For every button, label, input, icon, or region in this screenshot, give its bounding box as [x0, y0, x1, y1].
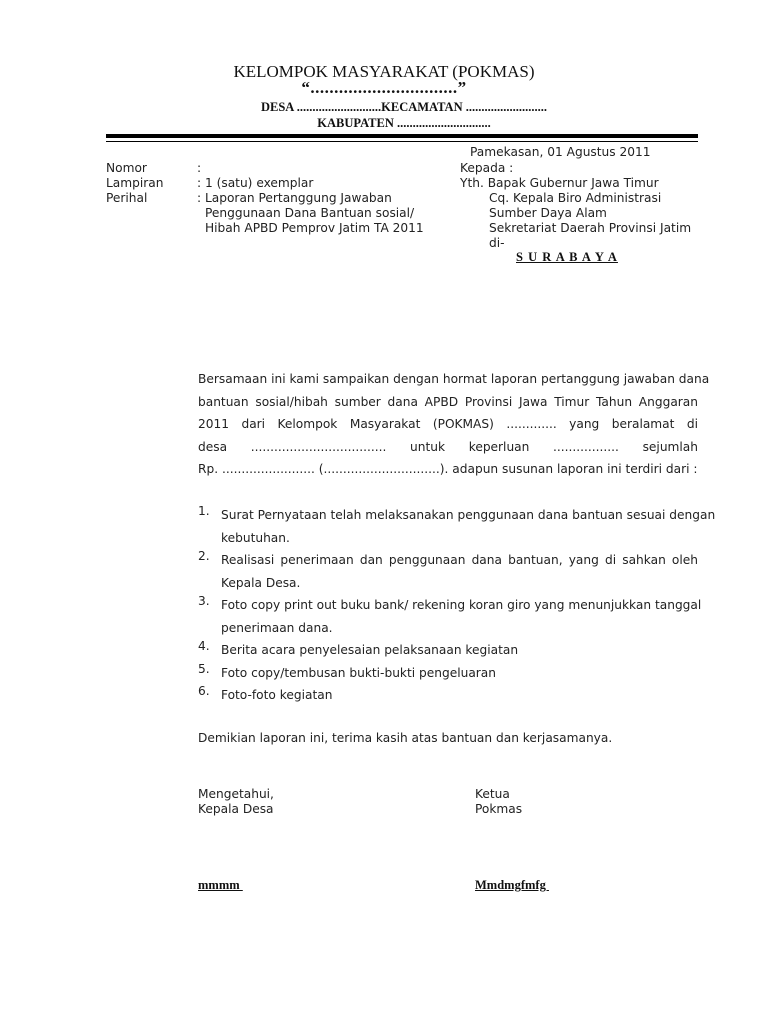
recipient-indent-2: Sumber Daya Alam — [489, 206, 607, 220]
list-item — [198, 662, 698, 685]
org-name-placeholder: “...............................” — [301, 78, 467, 97]
list-item — [198, 504, 716, 549]
recipient-line-1: Yth. Bapak Gubernur Jawa Timur — [460, 176, 659, 190]
list-item-line: Foto copy print out buku bank/ rekening koran giro yang menunjukkan tanggal — [221, 598, 702, 612]
recipient-indent-3: Sekretariat Daerah Provinsi Jatim — [489, 221, 692, 235]
report-items-list — [198, 504, 716, 707]
signature-right-line2: Pokmas — [475, 802, 523, 816]
header-rule-thick — [106, 134, 698, 138]
signature-left-line1: Mengetahui, — [198, 787, 274, 801]
closing-line: Demikian laporan ini, terima kasih atas bantuan dan kerjasamanya. — [198, 731, 613, 745]
list-item — [198, 549, 698, 594]
meta-value-lampiran: : 1 (satu) exemplar — [197, 176, 314, 190]
meta-label-perihal: Perihal — [106, 191, 148, 205]
intro-line: desa ................................... untuk keperluan ................. sejumlah — [198, 439, 698, 454]
meta-value-perihal: : Laporan Pertanggung Jawaban — [197, 191, 392, 205]
signature-left-name: mmmm — [198, 878, 243, 892]
org-title: KELOMPOK MASYARAKAT (POKMAS) — [233, 62, 535, 81]
recipient-city: S U R A B A Y A — [516, 250, 618, 264]
intro-line: Rp. ........................ (..............................). adapun susunan laporan ini terdiri dari : — [198, 462, 698, 476]
meta-label-nomor: Nomor — [106, 161, 147, 175]
list-item-number: 5. — [198, 661, 210, 676]
list-item-line: Realisasi penerimaan dan penggunaan dana bantuan, yang di sahkan oleh — [221, 553, 698, 567]
header-rule-thin — [106, 141, 698, 142]
list-item — [198, 594, 702, 639]
list-item-number: 6. — [198, 684, 210, 698]
list-item-number: 4. — [198, 639, 210, 653]
desa-kecamatan-line: DESA ...........................KECAMATAN .......................... — [260, 100, 547, 114]
intro-paragraph — [198, 368, 710, 481]
list-item-line: Surat Pernyataan telah melaksanakan penggunaan dana bantuan sesuai dengan — [221, 508, 716, 522]
intro-line: 2011 dari Kelompok Masyarakat (POKMAS) ............. yang beralamat di — [198, 417, 698, 431]
intro-line: Bersamaan ini kami sampaikan dengan hormat laporan pertanggung jawaban dana — [198, 372, 710, 386]
recipient-indent-1: Cq. Kepala Biro Administrasi — [489, 191, 662, 205]
meta-value-nomor: : — [197, 161, 202, 175]
list-item-line: Kepala Desa. — [221, 575, 301, 590]
list-item — [198, 639, 698, 662]
list-item-line: Foto-foto kegiatan — [221, 688, 333, 702]
signature-left-line2: Kepala Desa — [198, 802, 274, 816]
meta-label-lampiran: Lampiran — [106, 176, 164, 190]
kabupaten-line: KABUPATEN .............................. — [317, 116, 491, 130]
list-item-line: kebutuhan. — [221, 530, 290, 545]
letter-date: Pamekasan, 01 Agustus 2011 — [470, 145, 651, 159]
signature-right-name: Mmdmgfmfg — [475, 878, 549, 892]
list-item-number: 3. — [198, 594, 210, 608]
recipient-indent-4: di- — [489, 236, 505, 250]
list-item — [198, 684, 698, 707]
list-item-line: Berita acara penyelesaian pelaksanaan kegiatan — [221, 643, 519, 657]
intro-line: bantuan sosial/hibah sumber dana APBD Provinsi Jawa Timur Tahun Anggaran — [198, 394, 698, 409]
signature-right-line1: Ketua — [475, 787, 510, 801]
recipient-kepada: Kepada : — [460, 161, 514, 175]
perihal-line-3: Hibah APBD Pemprov Jatim TA 2011 — [205, 221, 424, 235]
perihal-line-2: Penggunaan Dana Bantuan sosial/ — [205, 206, 415, 220]
list-item-number: 1. — [198, 504, 210, 518]
list-item-line: Foto copy/tembusan bukti-bukti pengeluaran — [221, 665, 496, 680]
list-item-line: penerimaan dana. — [221, 620, 333, 635]
list-item-number: 2. — [198, 549, 210, 563]
